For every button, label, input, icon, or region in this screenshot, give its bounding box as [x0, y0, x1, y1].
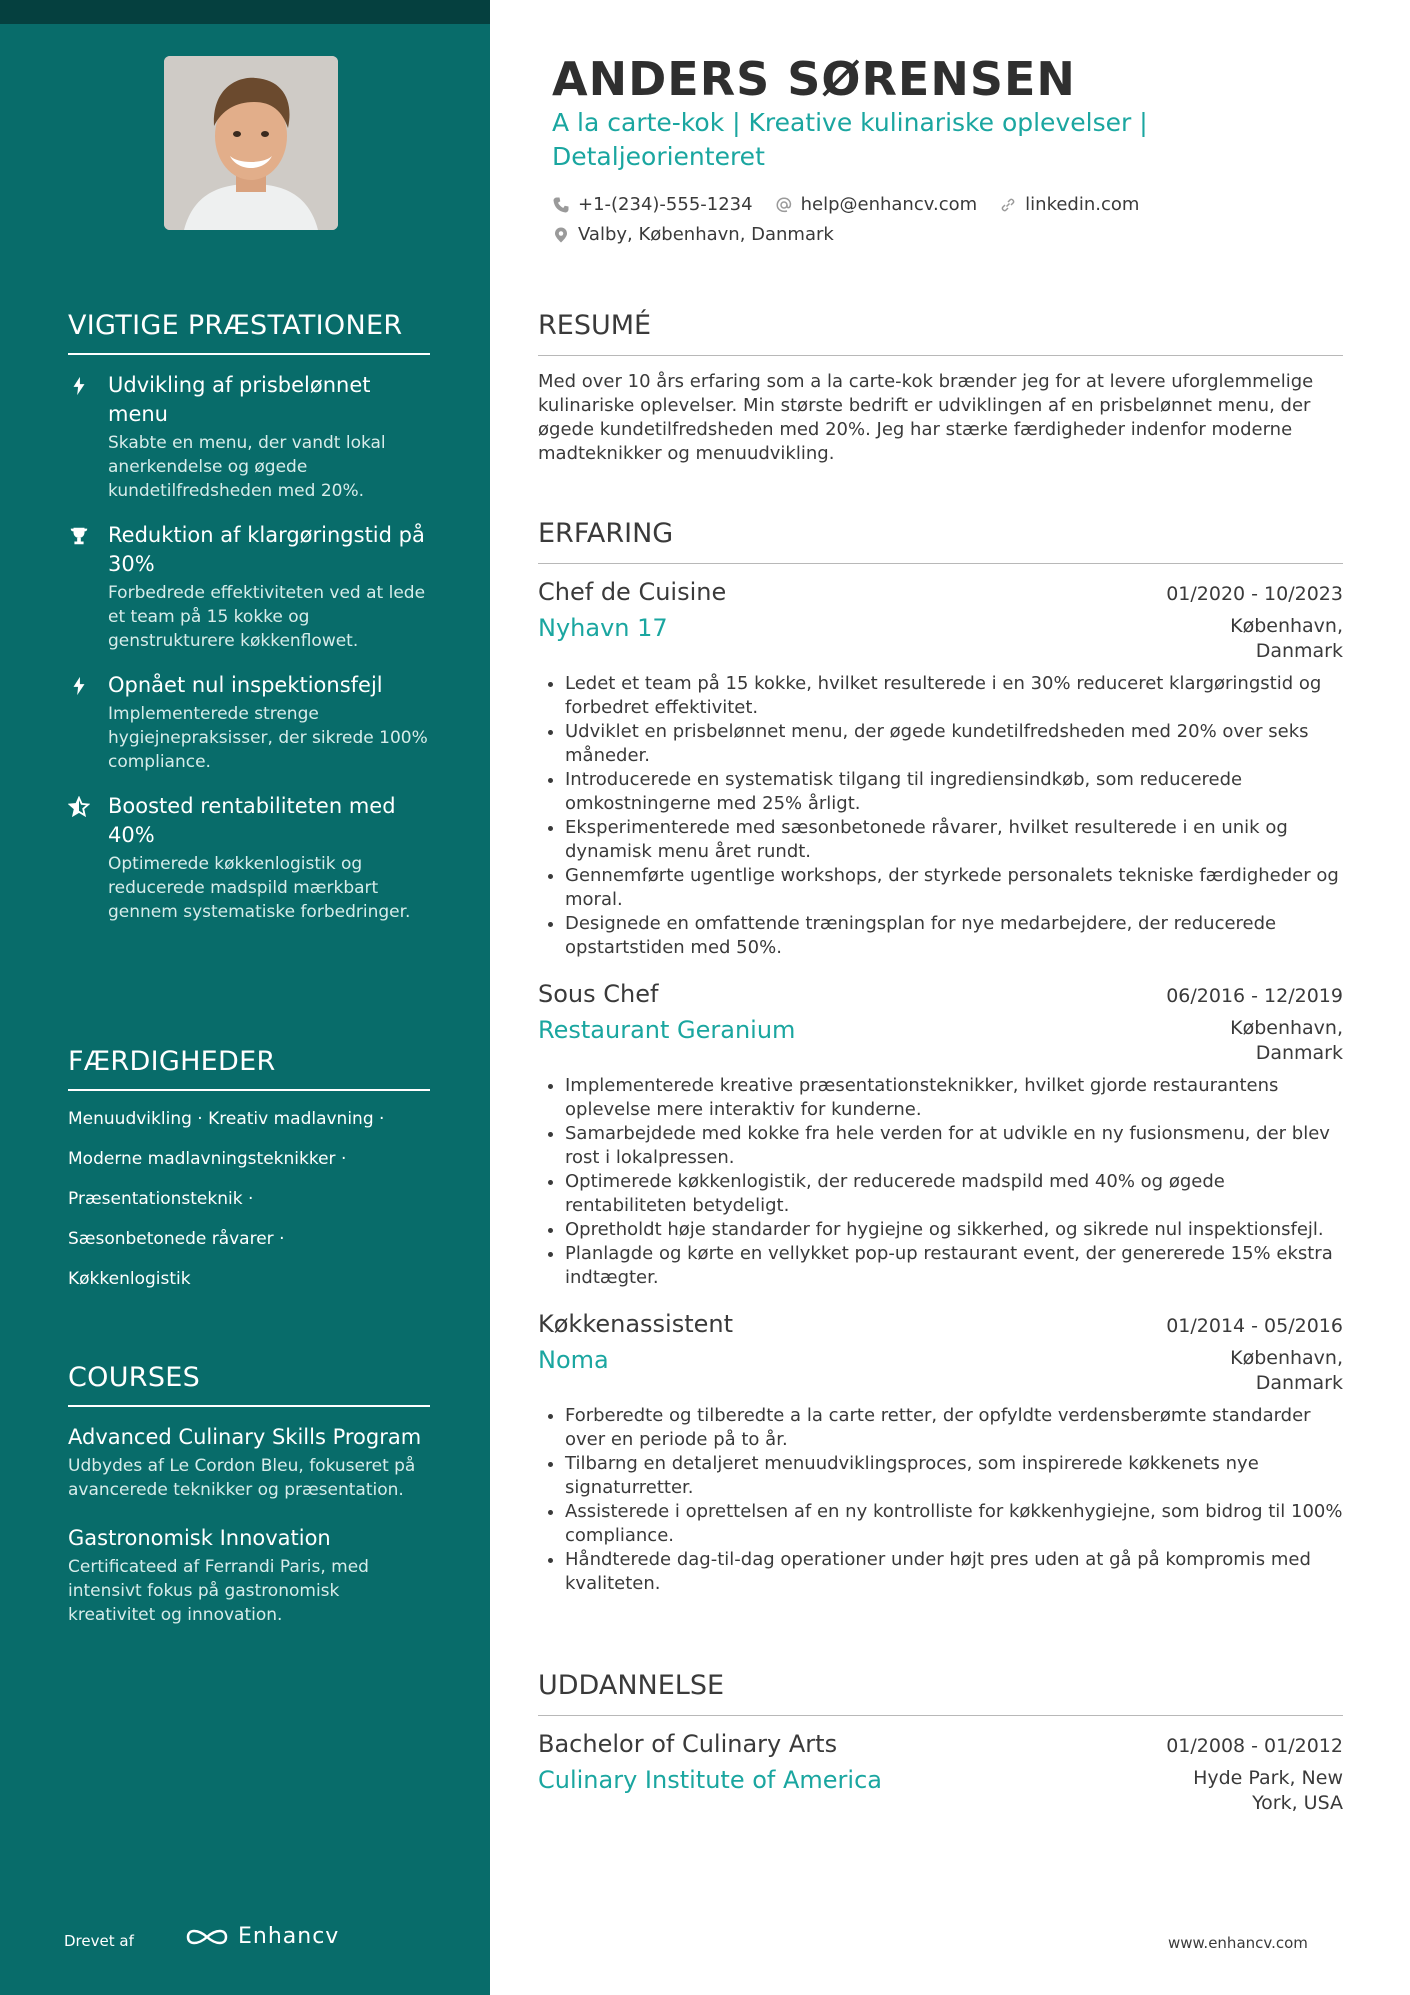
education-location: Hyde Park, New York, USA: [1193, 1767, 1343, 1814]
job-bullets: [538, 1404, 1343, 1596]
achievement-item: [68, 671, 430, 774]
job-bullets: [538, 672, 1343, 960]
at-icon: [775, 196, 793, 214]
skill-row: Præsentationsteknik ·: [68, 1189, 254, 1209]
profile-photo: [164, 56, 338, 230]
powered-by-label: Drevet af: [64, 1932, 134, 1950]
achievement-desc: Optimerede køkkenlogistik og reducerede madspild mærkbart gennem systematiske forbedringer.: [108, 854, 411, 922]
contact-row-location: [552, 224, 834, 245]
job-bullets: [538, 1074, 1343, 1290]
achievement-desc: Implementerede strenge hygiejnepraksisser, der sikrede 100% compliance.: [108, 704, 428, 772]
job-bullet: • Implementerede kreative præsentationsteknikker, hvilket gjorde restaurantens oplevelse mere interaktiv for kunderne.: [565, 1074, 1343, 1122]
location-text: Valby, København, Danmark: [578, 224, 834, 245]
job-location: København, Danmark: [1230, 1347, 1343, 1394]
education-degree: Bachelor of Culinary Arts: [538, 1730, 838, 1758]
person-name: ANDERS SØRENSEN: [552, 52, 1076, 106]
job-bullet: • Opretholdt høje standarder for hygiejne og sikkerhed, og sikrede nul inspektionsfejl.: [565, 1218, 1343, 1242]
job-bullet: • Samarbejdede med kokke fra hele verden for at udvikle en ny fusionsmenu, der blev rost i lokalpressen.: [565, 1122, 1343, 1170]
phone-text: +1-(234)-555-1234: [578, 194, 753, 215]
job-dates: 01/2020 - 10/2023: [1166, 583, 1343, 605]
contact-phone[interactable]: [552, 194, 753, 215]
star-icon: [68, 796, 90, 818]
education-section: [538, 1670, 1343, 1816]
job-bullet: • Gennemførte ugentlige workshops, der styrkede personalets tekniske færdigheder og moral.: [565, 864, 1343, 912]
course-item: [68, 1423, 430, 1502]
job-dates: 06/2016 - 12/2019: [1166, 985, 1343, 1007]
skill-row: Køkkenlogistik: [68, 1269, 191, 1289]
course-item: [68, 1524, 430, 1627]
achievement-title: Boosted rentabiliteten med 40%: [108, 794, 396, 847]
job-bullet: • Designede en omfattende træningsplan for nye medarbejdere, der reducerede opstartstiden med 50%.: [565, 912, 1343, 960]
achievement-item: [68, 521, 430, 653]
job-location: København, Danmark: [1230, 1017, 1343, 1064]
location-pin-icon: [552, 226, 570, 244]
job-title: Chef de Cuisine: [538, 578, 727, 606]
link-icon: [999, 196, 1017, 214]
enhancv-logo-icon: [184, 1925, 230, 1949]
email-text: help@enhancv.com: [800, 194, 978, 215]
job-title: Køkkenassistent: [538, 1310, 734, 1338]
enhancv-logo[interactable]: [184, 1924, 339, 1949]
achievements-heading: VIGTIGE PRÆSTATIONER: [68, 310, 430, 355]
achievement-desc: Skabte en menu, der vandt lokal anerkendelse og øgede kundetilfredsheden med 20%.: [108, 433, 386, 501]
job-bullet: • Introducerede en systematisk tilgang til ingrediensindkøb, som reducerede omkostningerne med 25% årligt.: [565, 768, 1343, 816]
job-bullet: • Eksperimenterede med sæsonbetonede råvarer, hvilket resulterede i en unik og dynamisk menu året rundt.: [565, 816, 1343, 864]
education-school: Culinary Institute of America: [538, 1766, 882, 1794]
job-location: København, Danmark: [1230, 615, 1343, 662]
skills-heading: FÆRDIGHEDER: [68, 1046, 430, 1091]
achievement-title: Opnået nul inspektionsfejl: [108, 673, 383, 697]
achievement-title: Reduktion af klargøringstid på 30%: [108, 523, 425, 576]
job-entry: [538, 1310, 1343, 1596]
job-company: Noma: [538, 1346, 609, 1374]
contact-location: [552, 224, 834, 245]
achievement-desc: Forbedrede effektiviteten ved at lede et team på 15 kokke og genstrukturere køkkenflowet.: [108, 583, 426, 651]
achievement-title: Udvikling af prisbelønnet menu: [108, 373, 371, 426]
achievements-section: [68, 310, 430, 942]
contact-linkedin[interactable]: [999, 194, 1139, 215]
contact-row: [552, 194, 1139, 215]
skill-row: Menuudvikling · Kreativ madlavning ·: [68, 1109, 385, 1129]
job-bullet: • Optimerede køkkenlogistik, der reducerede madspild med 40% og øgede rentabiliteten betydeligt.: [565, 1170, 1343, 1218]
linkedin-text: linkedin.com: [1025, 194, 1140, 215]
lightning-icon: [68, 375, 90, 397]
job-title: Sous Chef: [538, 980, 659, 1008]
courses-section: [68, 1362, 430, 1649]
job-entry: [538, 578, 1343, 960]
job-company: Restaurant Geranium: [538, 1016, 796, 1044]
job-entry: [538, 980, 1343, 1290]
job-dates: 01/2014 - 05/2016: [1166, 1315, 1343, 1337]
person-tagline: A la carte-kok | Kreative kulinariske oplevelser | Detaljeorienteret: [552, 108, 1148, 171]
brand-name: Enhancv: [238, 1924, 340, 1949]
footer-url[interactable]: www.enhancv.com: [1168, 1934, 1308, 1952]
job-bullet: • Ledet et team på 15 kokke, hvilket resulterede i en 30% reduceret klargøringstid og forbedret effektivitet.: [565, 672, 1343, 720]
experience-section: [538, 518, 1343, 1616]
job-bullet: • Assisterede i oprettelsen af en ny kontrolliste for køkkenhygiejne, som bidrog til 100% compliance.: [565, 1500, 1343, 1548]
education-dates: 01/2008 - 01/2012: [1166, 1735, 1343, 1757]
phone-icon: [552, 196, 570, 214]
course-title: Gastronomisk Innovation: [68, 1526, 331, 1550]
achievement-item: [68, 371, 430, 503]
summary-heading: RESUMÉ: [538, 310, 1343, 356]
sidebar-top-band: [0, 0, 490, 24]
course-desc: Udbydes af Le Cordon Bleu, fokuseret på avancerede teknikker og præsentation.: [68, 1456, 416, 1500]
job-bullet: • Tilbarng en detaljeret menuudviklingsproces, som inspirerede køkkenets nye signaturretter.: [565, 1452, 1343, 1500]
sidebar: [0, 0, 490, 1995]
skill-row: Moderne madlavningsteknikker ·: [68, 1149, 347, 1169]
skill-row: Sæsonbetonede råvarer ·: [68, 1229, 285, 1249]
skills-section: [68, 1046, 430, 1307]
contact-email[interactable]: [775, 194, 978, 215]
course-desc: Certificateed af Ferrandi Paris, med intensivt fokus på gastronomisk kreativitet og innovation.: [68, 1557, 369, 1625]
job-company: Nyhavn 17: [538, 614, 668, 642]
trophy-icon: [68, 525, 90, 547]
job-bullet: • Udviklet en prisbelønnet menu, der øgede kundetilfredsheden med 20% over seks måneder.: [565, 720, 1343, 768]
job-bullet: • Forberedte og tilberedte a la carte retter, der opfyldte verdensberømte standarder over en periode på to år.: [565, 1404, 1343, 1452]
experience-heading: ERFARING: [538, 518, 1343, 564]
summary-section: [538, 310, 1343, 466]
job-bullet: • Håndterede dag-til-dag operationer under højt pres uden at gå på kompromis med kvaliteten.: [565, 1548, 1343, 1596]
summary-text: Med over 10 års erfaring som a la carte-kok brænder jeg for at levere uforglemmelige kulinariske oplevelser. Min største bedrift er udviklingen af en prisbelønnet menu, der øgede kundetilfredsheden med 20%. Jeg har stærke færdigheder indenfor moderne madteknikker og menuudvikling.: [538, 371, 1314, 464]
lightning-icon: [68, 675, 90, 697]
job-bullet: • Planlagde og kørte en vellykket pop-up restaurant event, der genererede 15% ekstra indtægter.: [565, 1242, 1343, 1290]
course-title: Advanced Culinary Skills Program: [68, 1425, 422, 1449]
education-heading: UDDANNELSE: [538, 1670, 1343, 1716]
achievement-item: [68, 792, 430, 924]
courses-heading: COURSES: [68, 1362, 430, 1407]
